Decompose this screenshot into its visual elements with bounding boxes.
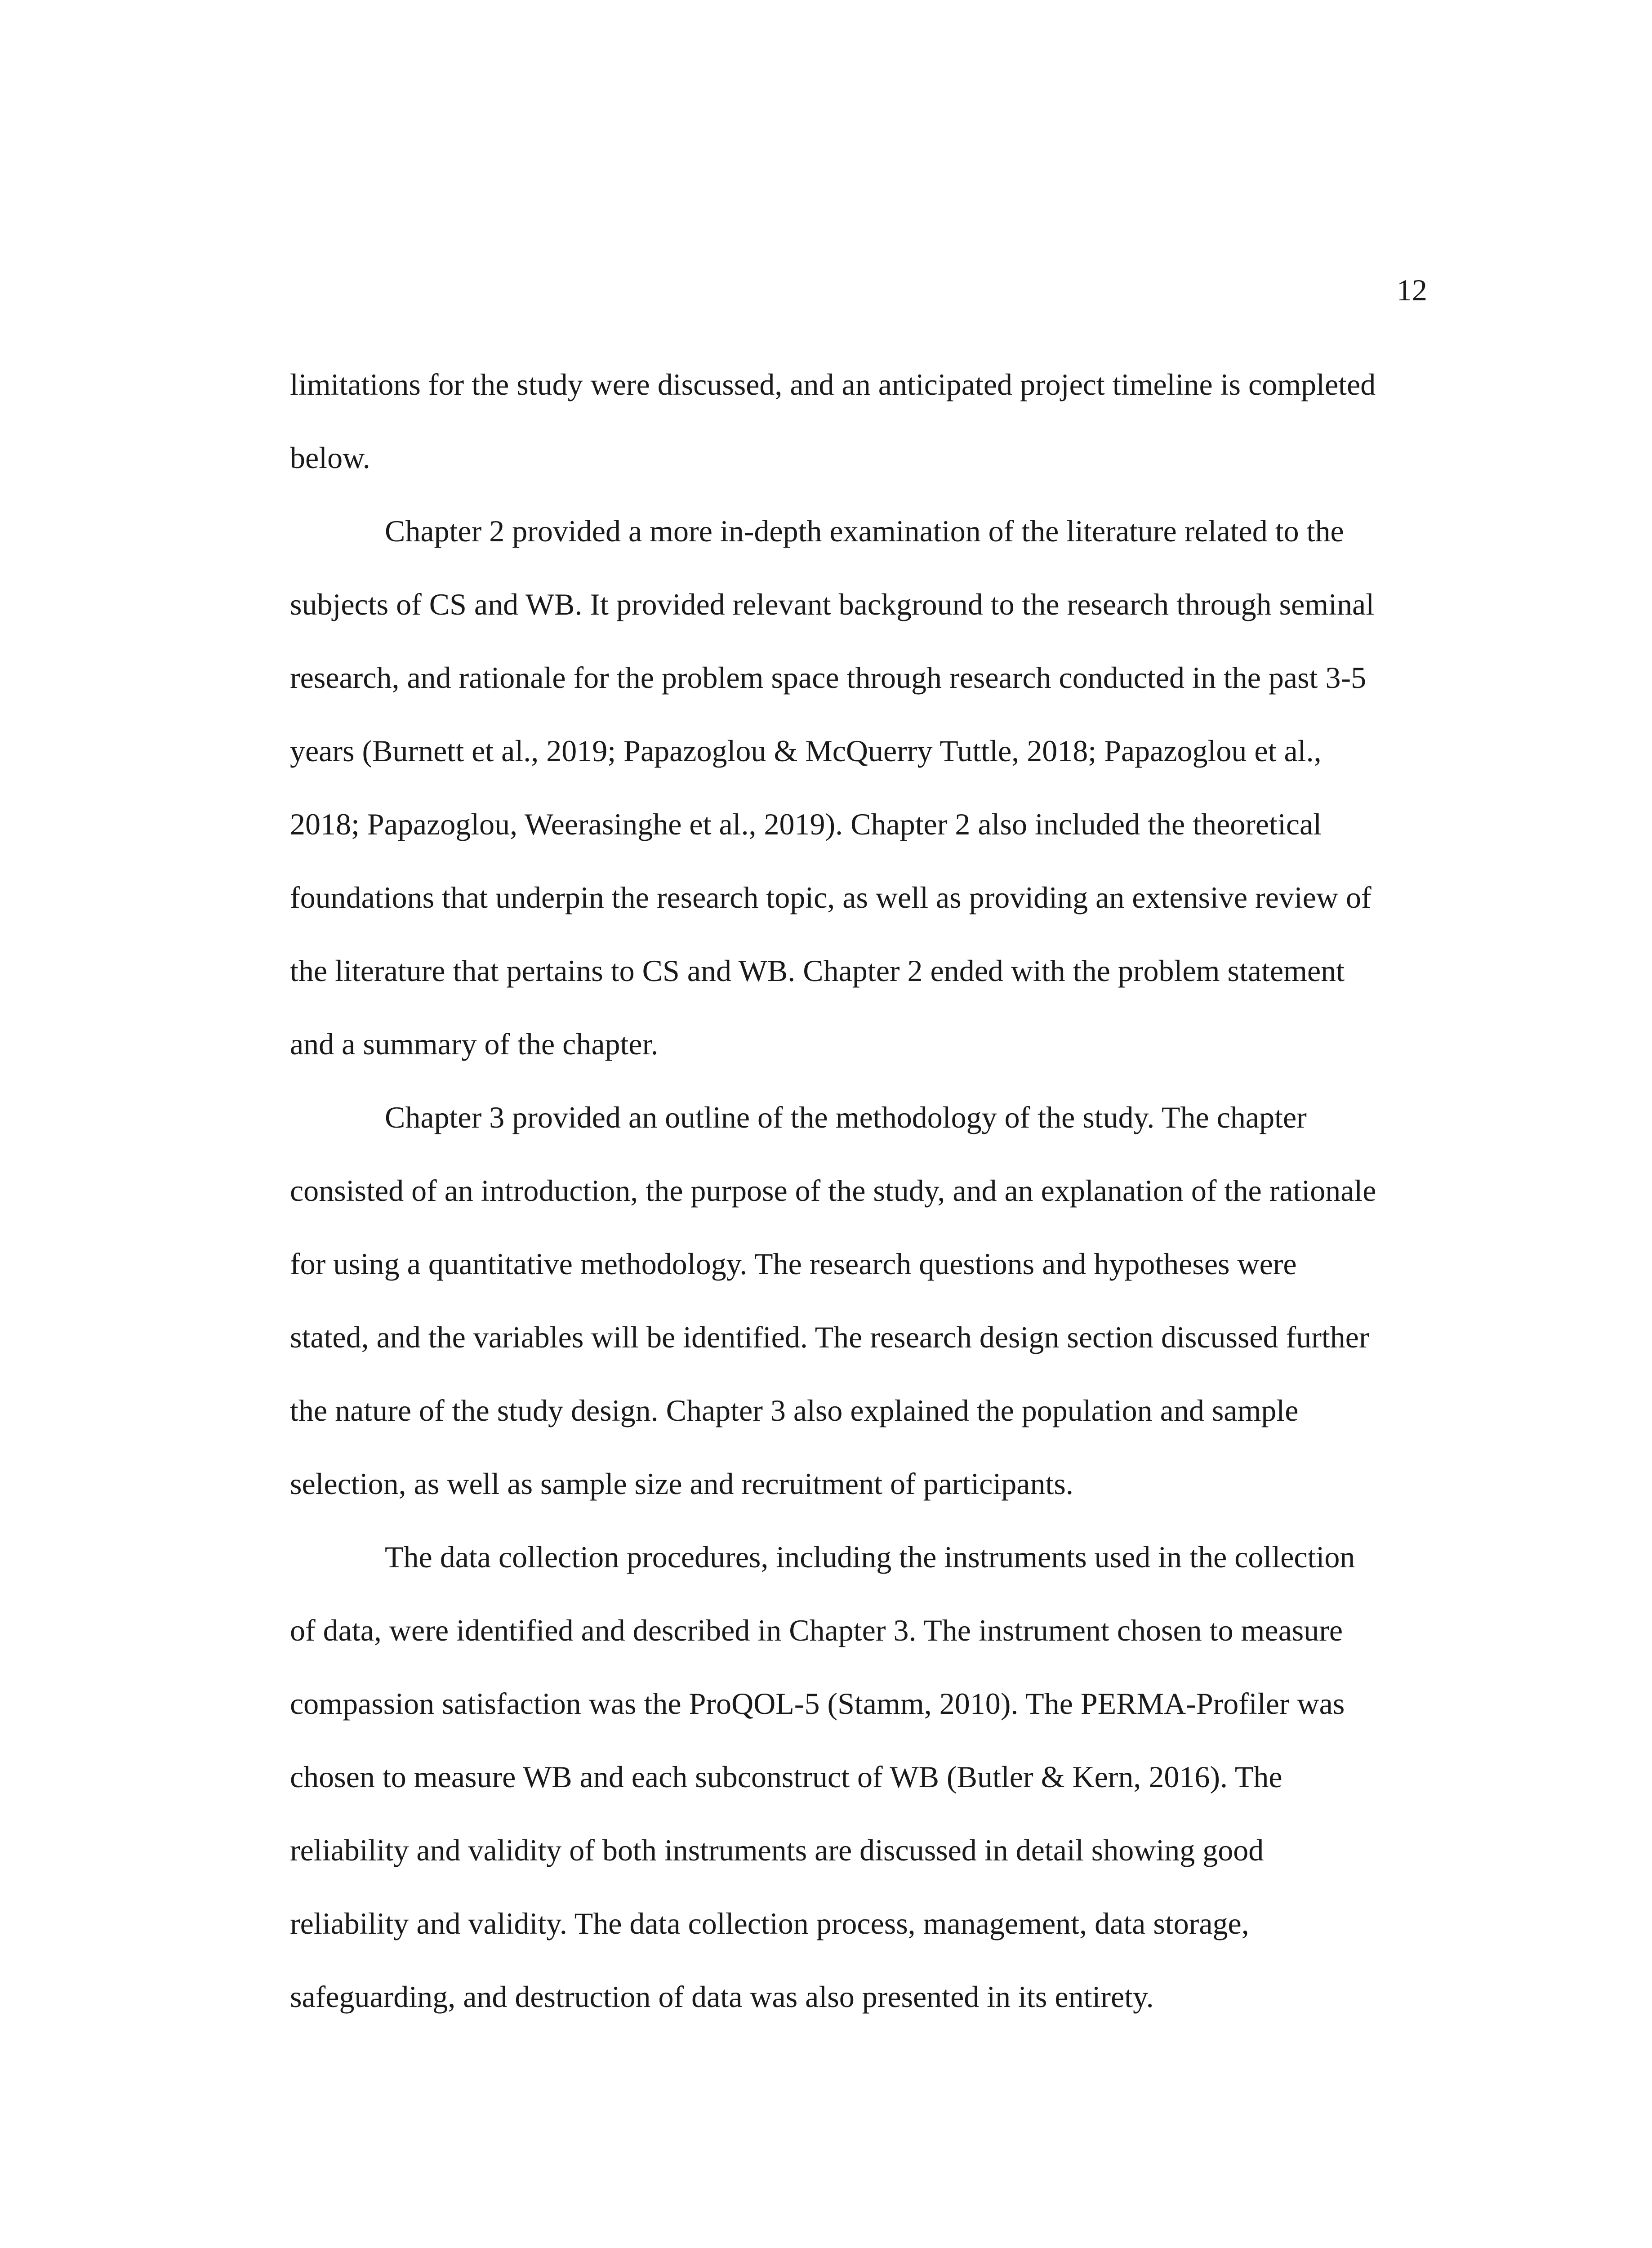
text-line: chosen to measure WB and each subconstruct of WB (Butler & Kern, 2016). The xyxy=(290,1760,1282,1794)
text-line: reliability and validity of both instruments are discussed in detail showing good xyxy=(290,1833,1264,1867)
text-line: foundations that underpin the research topic, as well as providing an extensive review of xyxy=(290,880,1371,914)
text-line: consisted of an introduction, the purpose of the study, and an explanation of the rationale xyxy=(290,1173,1376,1208)
text-line: reliability and validity. The data collection process, management, data storage, xyxy=(290,1906,1249,1940)
text-line: the literature that pertains to CS and WB. Chapter 2 ended with the problem statement xyxy=(290,954,1345,988)
text-line: stated, and the variables will be identified. The research design section discussed further xyxy=(290,1320,1369,1354)
text-line: for using a quantitative methodology. The research questions and hypotheses were xyxy=(290,1247,1297,1281)
text-line: 2018; Papazoglou, Weerasinghe et al., 2019). Chapter 2 also included the theoretical xyxy=(290,807,1322,841)
text-line: subjects of CS and WB. It provided relevant background to the research through seminal xyxy=(290,587,1375,621)
text-line: selection, as well as sample size and recruitment of participants. xyxy=(290,1467,1073,1501)
text-line: safeguarding, and destruction of data was also presented in its entirety. xyxy=(290,1980,1154,2014)
paragraph-first-line: Chapter 3 provided an outline of the methodology of the study. The chapter xyxy=(385,1100,1307,1134)
text-line: the nature of the study design. Chapter 3 also explained the population and sample xyxy=(290,1393,1299,1427)
paragraph-first-line: Chapter 2 provided a more in-depth examination of the literature related to the xyxy=(385,514,1344,548)
text-line: compassion satisfaction was the ProQOL-5 (Stamm, 2010). The PERMA-Profiler was xyxy=(290,1686,1345,1721)
page-number: 12 xyxy=(1397,273,1427,307)
paragraph-first-line: The data collection procedures, including the instruments used in the collection xyxy=(385,1540,1355,1574)
text-line: and a summary of the chapter. xyxy=(290,1027,659,1061)
text-line: limitations for the study were discussed, and an anticipated project timeline is completed xyxy=(290,367,1376,401)
text-line: years (Burnett et al., 2019; Papazoglou & McQuerry Tuttle, 2018; Papazoglou et al., xyxy=(290,734,1322,768)
text-line: of data, were identified and described in Chapter 3. The instrument chosen to measure xyxy=(290,1613,1343,1647)
text-line: below. xyxy=(290,441,370,475)
text-line: research, and rationale for the problem space through research conducted in the past 3-5 xyxy=(290,660,1367,695)
